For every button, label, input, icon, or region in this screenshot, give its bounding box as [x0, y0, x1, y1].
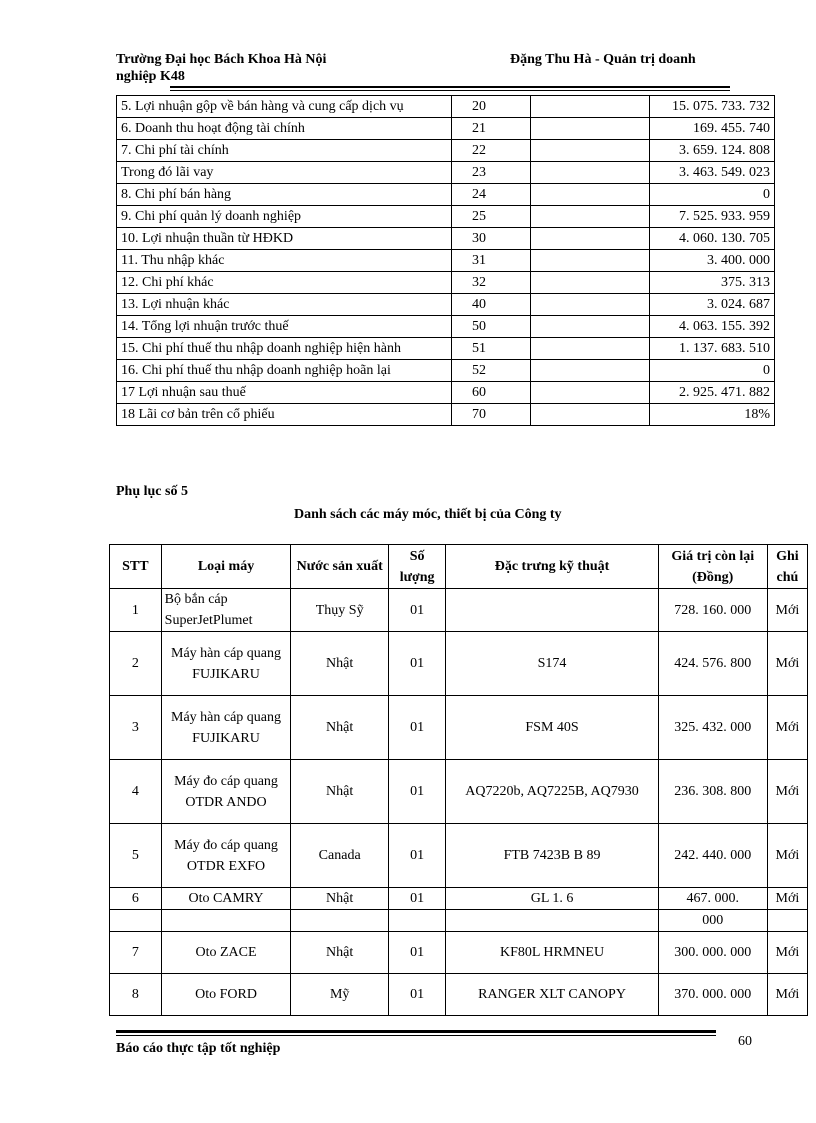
value-cell: 4. 063. 155. 392: [649, 316, 774, 338]
value-cell: 3. 024. 687: [649, 294, 774, 316]
stt-cell: 4: [110, 760, 162, 824]
prior-value-cell: [531, 184, 649, 206]
country-cell: [291, 910, 389, 932]
value-cell: 15. 075. 733. 732: [649, 96, 774, 118]
machine-type-cell: Máy đo cáp quang OTDR EXFO: [161, 824, 291, 888]
remaining-value-cell: 300. 000. 000: [658, 932, 767, 974]
spec-cell: FSM 40S: [446, 696, 658, 760]
spec-cell: [446, 589, 658, 632]
note-cell: Mới: [767, 888, 807, 910]
header-divider: [170, 86, 730, 88]
remaining-value-cell: 370. 000. 000: [658, 974, 767, 1016]
country-cell: Nhật: [291, 888, 389, 910]
col-stt: STT: [110, 545, 162, 589]
stt-cell: 5: [110, 824, 162, 888]
line-item-cell: 10. Lợi nhuận thuần từ HĐKD: [117, 228, 452, 250]
country-cell: Nhật: [291, 760, 389, 824]
page-number: 60: [738, 1034, 752, 1049]
note-cell: Mới: [767, 932, 807, 974]
line-item-cell: 16. Chi phí thuế thu nhập doanh nghiệp hoãn lại: [117, 360, 452, 382]
footer-text: Báo cáo thực tập tốt nghiệp: [116, 1041, 281, 1056]
prior-value-cell: [531, 294, 649, 316]
table-row: [110, 974, 808, 1016]
remaining-value-cell: 467. 000.: [658, 888, 767, 910]
quantity-cell: 01: [388, 974, 445, 1016]
prior-value-cell: [531, 162, 649, 184]
remaining-value-cell: 236. 308. 800: [658, 760, 767, 824]
table-row: [117, 162, 775, 184]
code-cell: 52: [452, 360, 531, 382]
code-cell: 70: [452, 404, 531, 426]
country-cell: Nhật: [291, 696, 389, 760]
table-row: [117, 316, 775, 338]
table-row: [110, 824, 808, 888]
table-row: [117, 294, 775, 316]
quantity-cell: 01: [388, 696, 445, 760]
note-cell: Mới: [767, 696, 807, 760]
value-cell: 18%: [649, 404, 774, 426]
table-row: [117, 338, 775, 360]
table-row: [117, 206, 775, 228]
stt-cell: 2: [110, 632, 162, 696]
stt-cell: 3: [110, 696, 162, 760]
prior-value-cell: [531, 360, 649, 382]
value-cell: 7. 525. 933. 959: [649, 206, 774, 228]
code-cell: 25: [452, 206, 531, 228]
prior-value-cell: [531, 96, 649, 118]
equipment-table: [109, 544, 808, 1016]
line-item-cell: 5. Lợi nhuận gộp về bán hàng và cung cấp dịch vụ: [117, 96, 452, 118]
value-cell: 375. 313: [649, 272, 774, 294]
table-row: [117, 272, 775, 294]
note-cell: Mới: [767, 760, 807, 824]
quantity-cell: 01: [388, 760, 445, 824]
table-row: [117, 250, 775, 272]
remaining-value-cell: 325. 432. 000: [658, 696, 767, 760]
spec-cell: [446, 910, 658, 932]
col-remaining-value: Giá trị còn lại (Đồng): [658, 545, 767, 589]
machine-type-cell: Máy hàn cáp quang FUJIKARU: [161, 696, 291, 760]
remaining-value-cell: 424. 576. 800: [658, 632, 767, 696]
value-cell: 3. 659. 124. 808: [649, 140, 774, 162]
header-left-cont: nghiệp K48: [116, 69, 185, 84]
prior-value-cell: [531, 140, 649, 162]
col-note: Ghi chú: [767, 545, 807, 589]
line-item-cell: 8. Chi phí bán hàng: [117, 184, 452, 206]
table-row: [117, 382, 775, 404]
code-cell: 50: [452, 316, 531, 338]
value-cell: 2. 925. 471. 882: [649, 382, 774, 404]
remaining-value-cell: 000: [658, 910, 767, 932]
spec-cell: S174: [446, 632, 658, 696]
note-cell: Mới: [767, 632, 807, 696]
machine-type-cell: [161, 910, 291, 932]
code-cell: 60: [452, 382, 531, 404]
machine-type-cell: Máy hàn cáp quang FUJIKARU: [161, 632, 291, 696]
table-row: [110, 760, 808, 824]
quantity-cell: 01: [388, 632, 445, 696]
quantity-cell: 01: [388, 589, 445, 632]
code-cell: 30: [452, 228, 531, 250]
quantity-cell: 01: [388, 824, 445, 888]
machine-type-cell: Bộ bắn cáp SuperJetPlumet: [161, 589, 291, 632]
prior-value-cell: [531, 206, 649, 228]
stt-cell: 6: [110, 888, 162, 910]
table-row: [110, 888, 808, 910]
prior-value-cell: [531, 382, 649, 404]
table-row: [117, 228, 775, 250]
spec-cell: FTB 7423B B 89: [446, 824, 658, 888]
value-cell: 3. 463. 549. 023: [649, 162, 774, 184]
quantity-cell: 01: [388, 932, 445, 974]
line-item-cell: Trong đó lãi vay: [117, 162, 452, 184]
line-item-cell: 6. Doanh thu hoạt động tài chính: [117, 118, 452, 140]
machine-type-cell: Oto FORD: [161, 974, 291, 1016]
value-cell: 4. 060. 130. 705: [649, 228, 774, 250]
stt-cell: 7: [110, 932, 162, 974]
prior-value-cell: [531, 250, 649, 272]
code-cell: 51: [452, 338, 531, 360]
country-cell: Nhật: [291, 632, 389, 696]
table-row: [117, 404, 775, 426]
table-row: [110, 589, 808, 632]
line-item-cell: 12. Chi phí khác: [117, 272, 452, 294]
table-row: [117, 96, 775, 118]
code-cell: 22: [452, 140, 531, 162]
table-row: [110, 632, 808, 696]
note-cell: Mới: [767, 974, 807, 1016]
country-cell: Canada: [291, 824, 389, 888]
code-cell: 31: [452, 250, 531, 272]
code-cell: 40: [452, 294, 531, 316]
appendix-title: Danh sách các máy móc, thiết bị của Công ty: [294, 507, 562, 522]
prior-value-cell: [531, 272, 649, 294]
line-item-cell: 13. Lợi nhuận khác: [117, 294, 452, 316]
table-row: [117, 118, 775, 140]
appendix-label: Phụ lục số 5: [116, 484, 188, 499]
code-cell: 32: [452, 272, 531, 294]
spec-cell: GL 1. 6: [446, 888, 658, 910]
prior-value-cell: [531, 316, 649, 338]
value-cell: 0: [649, 184, 774, 206]
stt-cell: [110, 910, 162, 932]
spec-cell: AQ7220b, AQ7225B, AQ7930: [446, 760, 658, 824]
col-country: Nước sản xuất: [291, 545, 389, 589]
prior-value-cell: [531, 228, 649, 250]
line-item-cell: 11. Thu nhập khác: [117, 250, 452, 272]
country-cell: Nhật: [291, 932, 389, 974]
note-cell: Mới: [767, 824, 807, 888]
header-left: Trường Đại học Bách Khoa Hà Nội: [116, 52, 327, 67]
code-cell: 20: [452, 96, 531, 118]
spec-cell: RANGER XLT CANOPY: [446, 974, 658, 1016]
line-item-cell: 7. Chi phí tài chính: [117, 140, 452, 162]
table-row: [117, 360, 775, 382]
value-cell: 169. 455. 740: [649, 118, 774, 140]
country-cell: Mỹ: [291, 974, 389, 1016]
header-right: Đặng Thu Hà - Quản trị doanh: [510, 52, 696, 67]
header-divider-thin: [170, 90, 730, 91]
equipment-header-row: [110, 545, 808, 589]
value-cell: 3. 400. 000: [649, 250, 774, 272]
col-machine-type: Loại máy: [161, 545, 291, 589]
country-cell: Thụy Sỹ: [291, 589, 389, 632]
stt-cell: 1: [110, 589, 162, 632]
prior-value-cell: [531, 118, 649, 140]
note-cell: [767, 910, 807, 932]
line-item-cell: 17 Lợi nhuận sau thuế: [117, 382, 452, 404]
table-row: [110, 910, 808, 932]
value-cell: 0: [649, 360, 774, 382]
code-cell: 24: [452, 184, 531, 206]
col-spec: Đặc trưng kỹ thuật: [446, 545, 658, 589]
remaining-value-cell: 242. 440. 000: [658, 824, 767, 888]
code-cell: 21: [452, 118, 531, 140]
footer-divider-thin: [116, 1035, 716, 1036]
note-cell: Mới: [767, 589, 807, 632]
prior-value-cell: [531, 338, 649, 360]
line-item-cell: 9. Chi phí quản lý doanh nghiệp: [117, 206, 452, 228]
line-item-cell: 14. Tổng lợi nhuận trước thuế: [117, 316, 452, 338]
code-cell: 23: [452, 162, 531, 184]
spec-cell: KF80L HRMNEU: [446, 932, 658, 974]
prior-value-cell: [531, 404, 649, 426]
remaining-value-cell: 728. 160. 000: [658, 589, 767, 632]
machine-type-cell: Oto CAMRY: [161, 888, 291, 910]
footer-divider: [116, 1030, 716, 1033]
quantity-cell: 01: [388, 888, 445, 910]
stt-cell: 8: [110, 974, 162, 1016]
machine-type-cell: Oto ZACE: [161, 932, 291, 974]
table-row: [110, 932, 808, 974]
line-item-cell: 15. Chi phí thuế thu nhập doanh nghiệp hiện hành: [117, 338, 452, 360]
income-statement-table: [116, 95, 775, 426]
col-quantity: Số lượng: [388, 545, 445, 589]
table-row: [117, 140, 775, 162]
value-cell: 1. 137. 683. 510: [649, 338, 774, 360]
table-row: [117, 184, 775, 206]
table-row: [110, 696, 808, 760]
quantity-cell: [388, 910, 445, 932]
machine-type-cell: Máy đo cáp quang OTDR ANDO: [161, 760, 291, 824]
line-item-cell: 18 Lãi cơ bản trên cổ phiếu: [117, 404, 452, 426]
